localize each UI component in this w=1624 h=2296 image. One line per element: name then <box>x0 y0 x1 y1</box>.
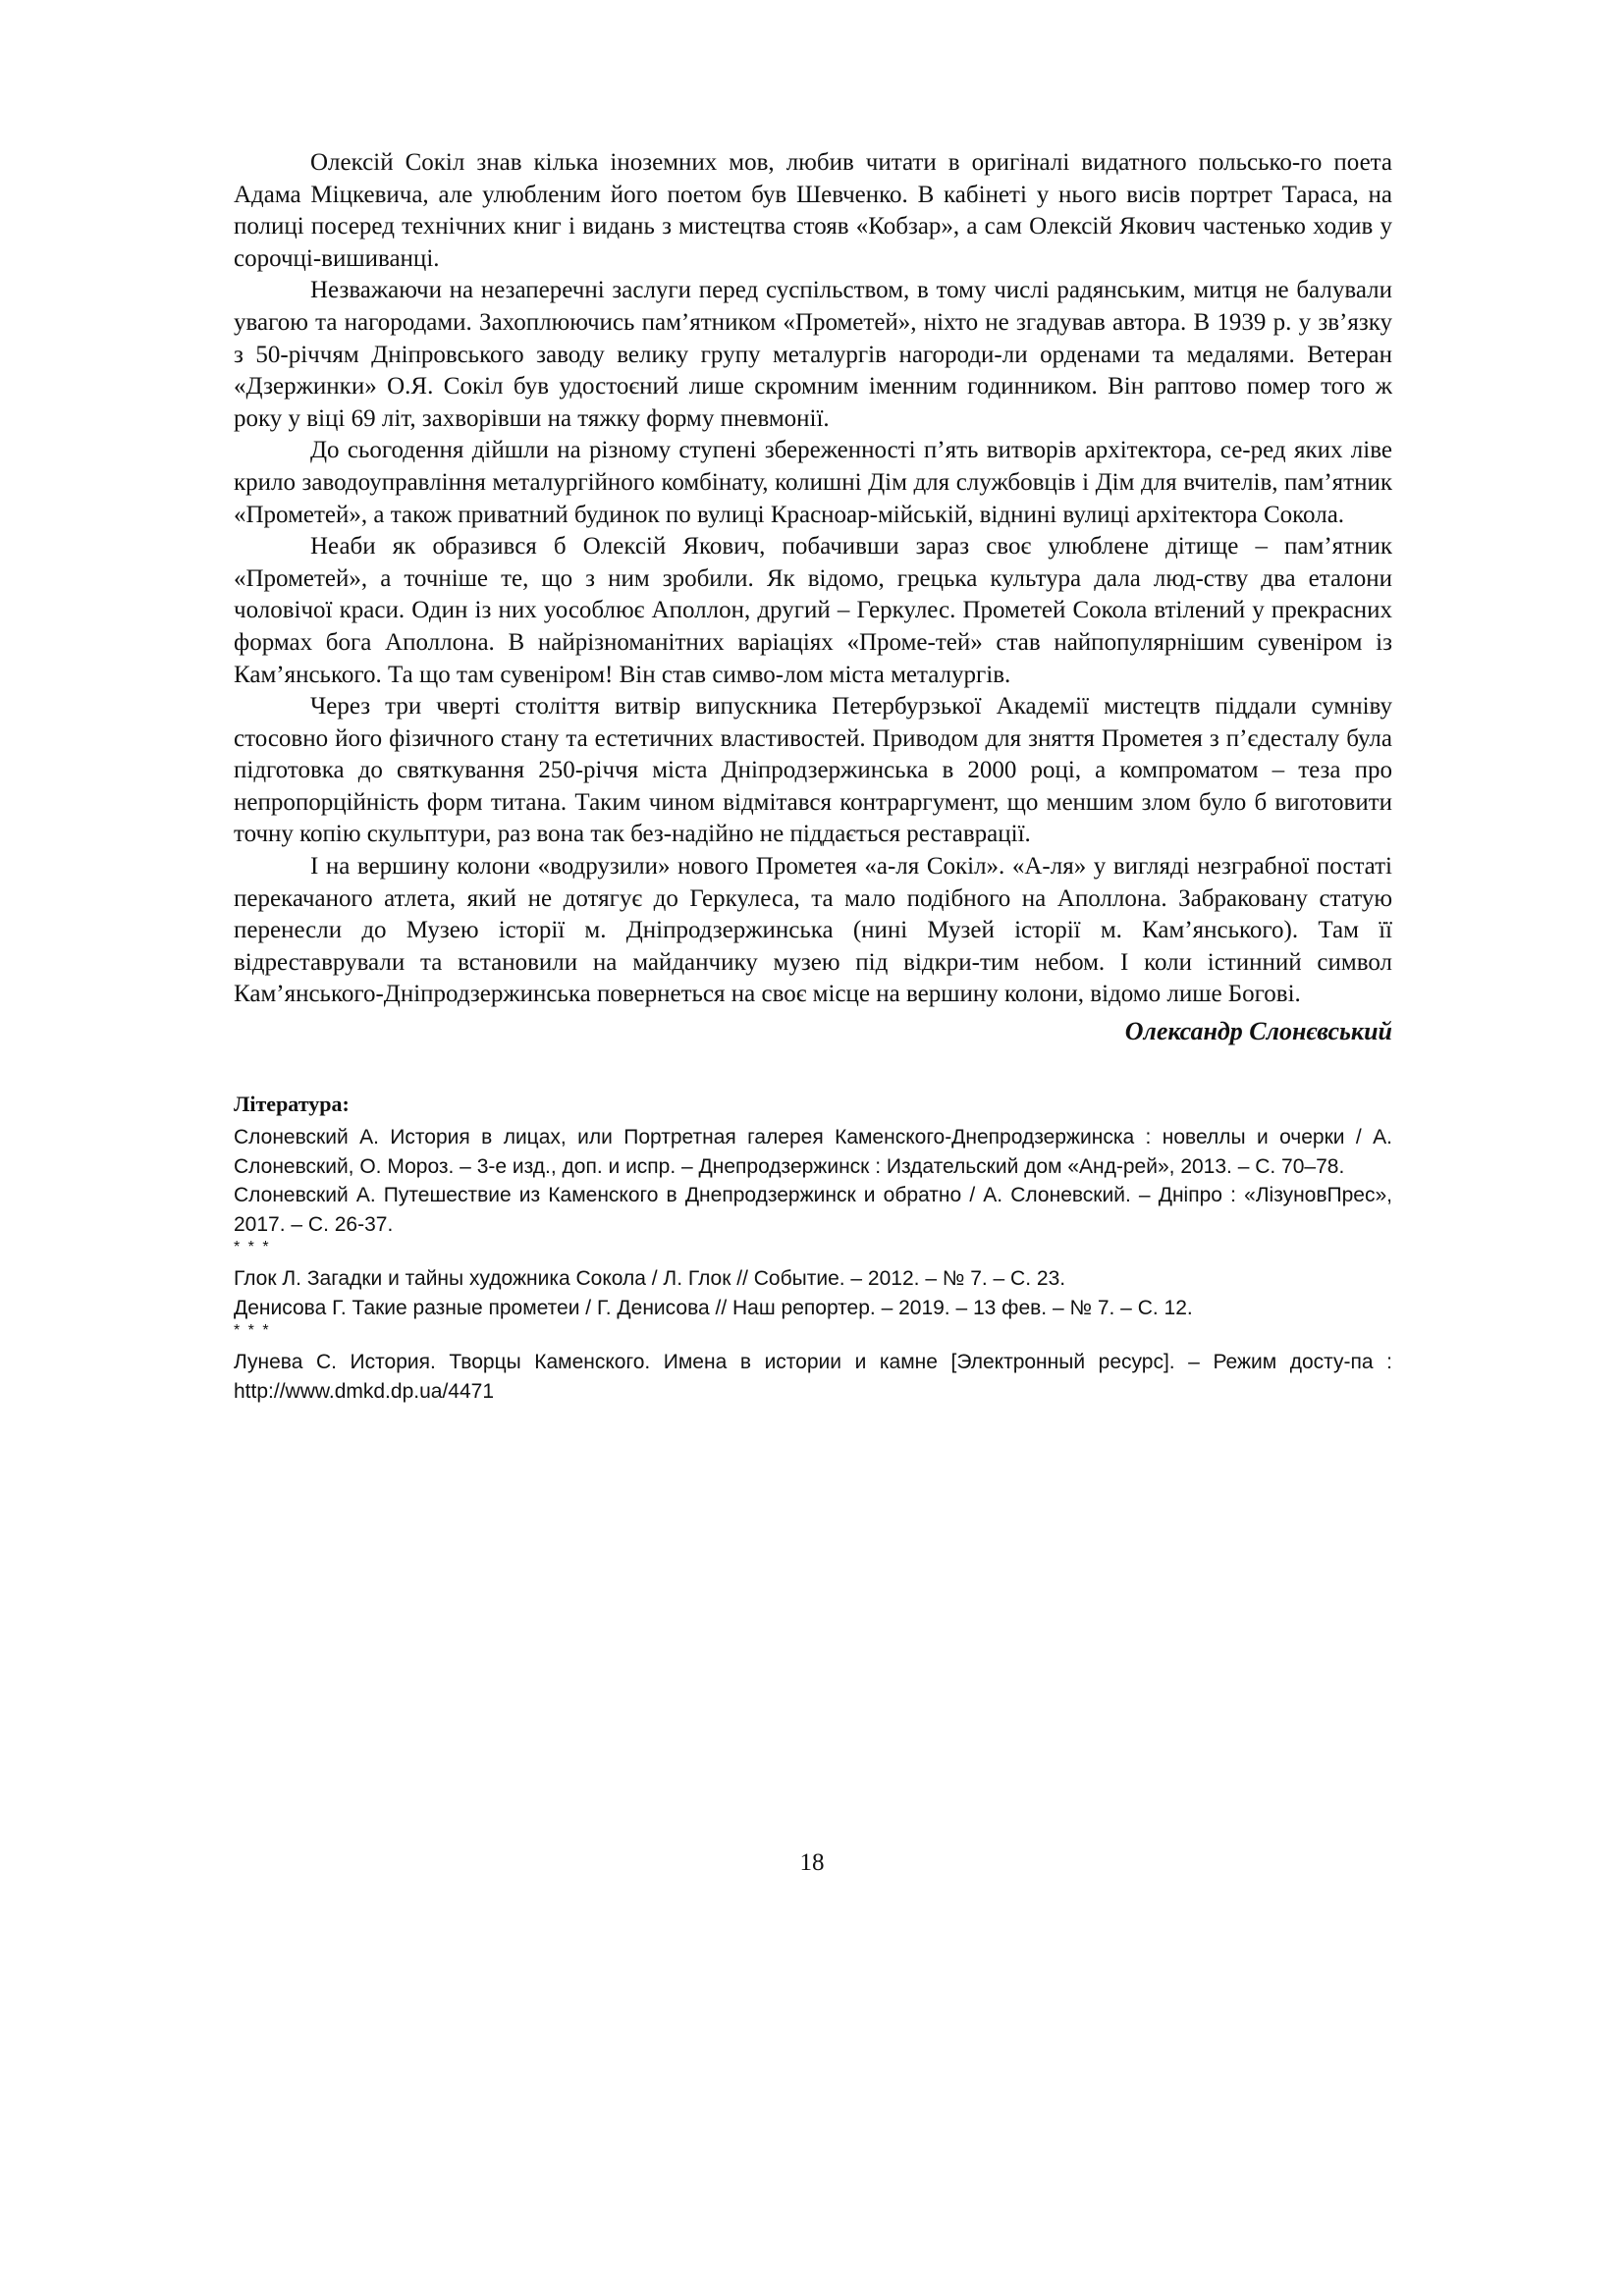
separator: * * * <box>234 1322 271 1340</box>
article-body <box>234 147 1392 1011</box>
literature-entry: Денисова Г. Такие разные прометеи / Г. Денисова // Наш репортер. – 2019. – 13 фев. – № 7. – С. 12. <box>234 1296 1193 1319</box>
article-paragraph: Неаби як образився б Олексій Якович, побачивши зараз своє улюблене дітище – пам’ятник «Прометей», а точніше те, що з ним зробили. Як відомо, грецька культура дала люд-ству два еталони чоловічої краси. Один із них уособлює Аполлон, другий – Геркулес. Прометей Сокола втілений у прекрасних формах бога Аполлона. В найрізноманітних варіаціях «Проме-тей» став найпопулярнішим сувеніром із Кам’янського. Та що там сувеніром! Він став симво-лом міста металургів. <box>234 533 1392 688</box>
article-paragraph: Через три чверті століття витвір випускника Петербурзької Академії мистецтв піддали сумніву стосовно його фізичного стану та естетичних властивостей. Приводом для зняття Прометея з п’єдесталу була підготовка до святкування 250-річчя міста Дніпродзержинська в 2000 році, а компроматом – теза про непропорційність форм титана. Таким чином відмітався контраргумент, що меншим злом було б виготовити точну копію скульптури, раз вона так без-надійно не піддається реставрації. <box>234 693 1392 848</box>
separator: * * * <box>234 1239 271 1256</box>
author-signature: Олександр Слонєвський <box>1124 1017 1392 1046</box>
article-paragraph: І на вершину колони «водрузили» нового Прометея «а-ля Сокіл». «А-ля» у вигляді незграбної постаті перекачаного атлета, який не дотягує до Геркулеса, та мало подібного на Аполлона. Забраковану статую перенесли до Музею історії м. Дніпродзержинська (нині Музей історії м. Кам’янського). Там її відреставрували та встановили на майданчику музею під відкри-тим небом. І коли істинний символ Кам’янського-Дніпродзержинська повернеться на своє місце на вершину колони, відомо лише Богові. <box>234 853 1392 1008</box>
literature-section <box>234 1090 1392 1406</box>
article-paragraph: До сьогодення дійшли на різному ступені збереженності п’ять витворів архітектора, се-ред яких ліве крило заводоуправління металургійного комбінату, колишні Дім для службовців і Дім для вчителів, пам’ятник «Прометей», а також приватний будинок по вулиці Красноар-мійській, віднині вулиці архітектора Сокола. <box>234 437 1392 528</box>
literature-entry: Лунева С. История. Творцы Каменского. Имена в истории и камне [Электронный ресурс]. – Режим досту-па : http://www.dmkd.dp.ua/4471 <box>234 1351 1392 1403</box>
article-paragraph: Незважаючи на незаперечні заслуги перед суспільством, в тому числі радянським, митця не балували увагою та нагородами. Захоплюючись пам’ятником «Прометей», ніхто не згадував автора. В 1939 р. у зв’язку з 50-річчям Дніпровського заводу велику групу металургів нагороди-ли орденами та медалями. Ветеран «Дзержинки» О.Я. Сокіл був удостоєний лише скромним іменним годинником. Він раптово помер того ж року у віці 69 літ, захворівши на тяжку форму пневмонії. <box>234 277 1392 432</box>
document-page <box>234 147 1392 1406</box>
page-number: 18 <box>799 1849 825 1876</box>
literature-heading: Література: <box>234 1092 350 1117</box>
literature-entry: Слоневский А. История в лицах, или Портретная галерея Каменского-Днепродзержинска : новеллы и очерки / А. Слоневский, О. Мороз. – 3-е изд., доп. и испр. – Днепродзержинск : Издательский дом «Анд-рей», 2013. – С. 70–78. <box>234 1126 1392 1178</box>
literature-entry: Слоневский А. Путешествие из Каменского в Днепродзержинск и обратно / А. Слоневский. – Дніпро : «ЛізуновПрес», 2017. – С. 26-37. <box>234 1184 1392 1236</box>
article-paragraph: Олексій Сокіл знав кілька іноземних мов, любив читати в оригіналі видатного польсько-го поета Адама Міцкевича, але улюбленим його поетом був Шевченко. В кабінеті у нього висів портрет Тараса, на полиці посеред технічних книг і видань з мистецтва стояв «Кобзар», а сам Олексій Якович частенько ходив у сорочці-вишиванці. <box>234 149 1392 272</box>
literature-entry: Глок Л. Загадки и тайны художника Сокола / Л. Глок // Событие. – 2012. – № 7. – С. 23. <box>234 1267 1066 1291</box>
